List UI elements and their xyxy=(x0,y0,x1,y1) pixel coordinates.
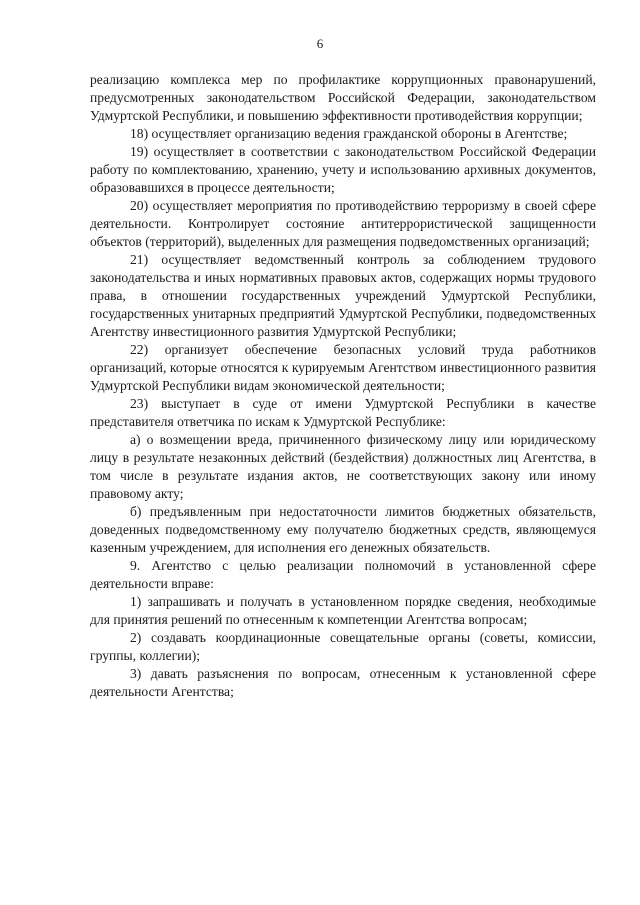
paragraph: а) о возмещении вреда, причиненного физическому лицу или юридическому лицу в результате незаконных действий (бездействия) должностных лиц Агентства, в том числе в результате издания актов, не соответствующих закону или иному правовому акту; xyxy=(90,432,596,501)
paragraph: реализацию комплекса мер по профилактике коррупционных правонарушений, предусмотренных законодательством Российской Федерации, законодательством Удмуртской Республики, и повышению эффективности противодействия коррупции; xyxy=(90,72,596,123)
paragraph: 2) создавать координационные совещательные органы (советы, комиссии, группы, коллегии); xyxy=(90,630,596,663)
paragraph: б) предъявленным при недостаточности лимитов бюджетных обязательств, доведенных подведомственному ему получателю бюджетных средств, являющемуся казенным учреждением, для исполнения его денежных обязательств. xyxy=(90,504,596,555)
paragraph: 3) давать разъяснения по вопросам, отнесенным к установленной сфере деятельности Агентства; xyxy=(90,666,596,699)
paragraph: 19) осуществляет в соответствии с законодательством Российской Федерации работу по комплектованию, хранению, учету и использованию архивных документов, образовавшихся в процессе деятельности; xyxy=(90,144,596,195)
paragraph: 21) осуществляет ведомственный контроль за соблюдением трудового законодательства и иных нормативных правовых актов, содержащих нормы трудового права, в отношении государственных учреждений Удмуртской Республики, государственных унитарных предприятий Удмуртской Республики, подведомственных Агентству инвестиционного развития Удмуртской Республики; xyxy=(90,252,596,339)
document-body xyxy=(90,71,596,701)
page-number: 6 xyxy=(316,36,324,51)
paragraph: 22) организует обеспечение безопасных условий труда работников организаций, которые относятся к курируемым Агентством инвестиционного развития Удмуртской Республики видам экономической деятельности; xyxy=(90,342,596,393)
paragraph: 9. Агентство с целью реализации полномочий в установленной сфере деятельности вправе: xyxy=(90,558,596,591)
paragraph: 23) выступает в суде от имени Удмуртской Республики в качестве представителя ответчика по искам к Удмуртской Республике: xyxy=(90,396,596,429)
paragraph: 1) запрашивать и получать в установленном порядке сведения, необходимые для принятия решений по отнесенным к компетенции Агентства вопросам; xyxy=(90,594,596,627)
paragraph: 18) осуществляет организацию ведения гражданской обороны в Агентстве; xyxy=(130,126,568,141)
paragraph: 20) осуществляет мероприятия по противодействию терроризму в своей сфере деятельности. Контролирует состояние антитеррористической защищенности объектов (территорий), выделенных для размещения подведомственных организаций; xyxy=(90,198,596,249)
